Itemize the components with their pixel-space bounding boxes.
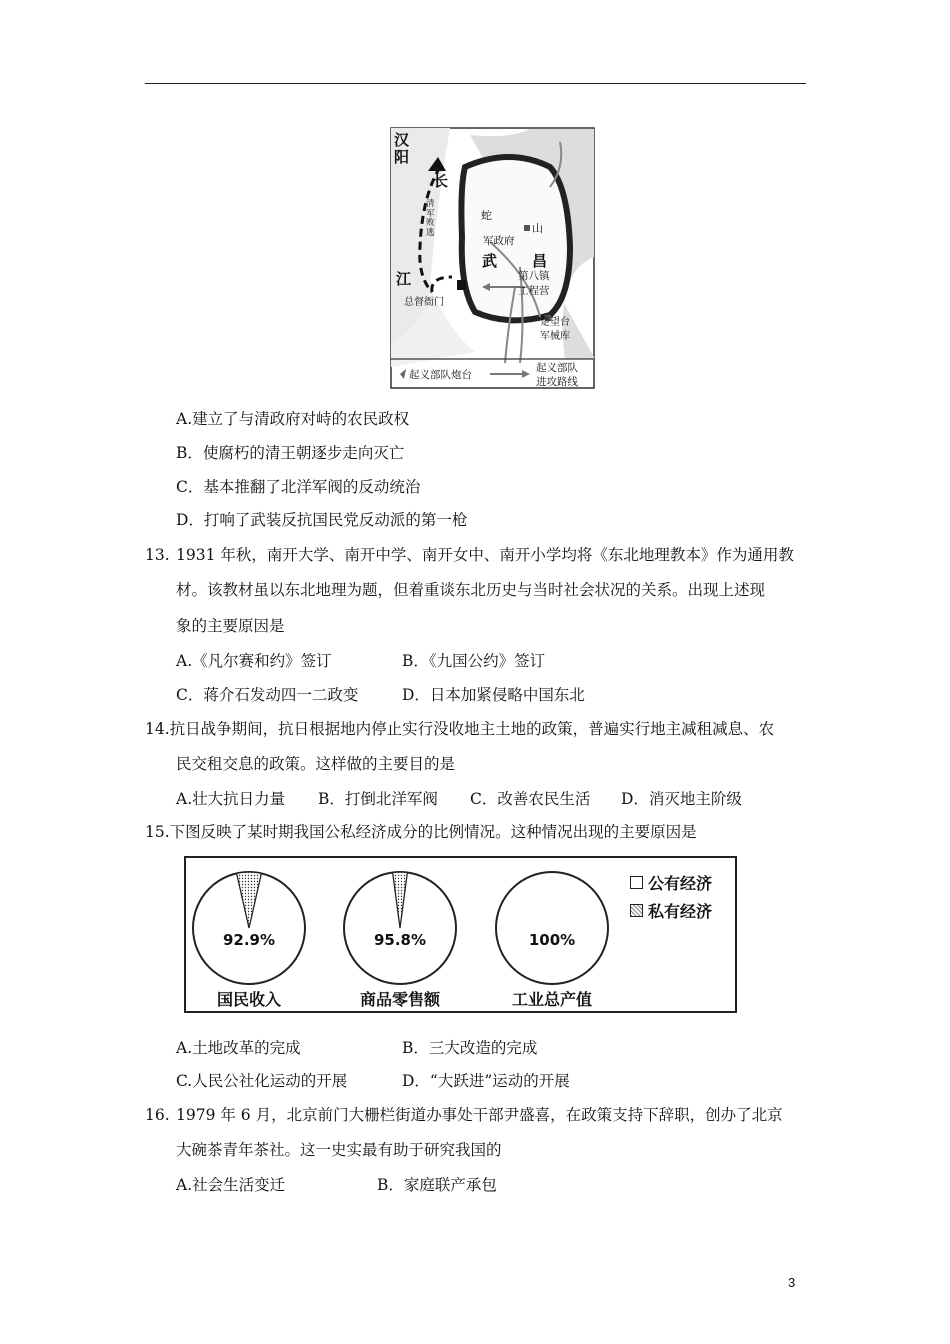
q15-option-c: C.人民公社化运动的开展 (176, 1072, 348, 1090)
legend-swatch-private (630, 904, 643, 917)
q14-option-c: C．改善农民生活 (470, 790, 591, 808)
q15-option-a: A.土地改革的完成 (176, 1039, 301, 1057)
q12-option-a: A.建立了与清政府对峙的农民政权 (176, 410, 410, 428)
map-legend-jingong-2: 进攻路线 (536, 376, 578, 388)
map-label-chang2: 昌 (532, 252, 548, 270)
q16-line-1: 1979 年 6 月，北京前门大栅栏街道办事处干部尹盛喜，在政策支持下辞职，创办了北京 (176, 1106, 783, 1124)
map-label-zongdu: 总督衙门 (404, 297, 444, 308)
q14-option-b: B．打倒北洋军阀 (318, 790, 438, 808)
map-label-shan: 山 (532, 222, 543, 235)
q15-option-d: D．“大跃进”运动的开展 (402, 1072, 570, 1090)
q16-line-2: 大碗茶青年茶社。这一史实最有助于研究我国的 (176, 1141, 502, 1159)
pie-category-0: 国民收入 (216, 990, 281, 1009)
q16-option-b: B．家庭联产承包 (377, 1176, 497, 1194)
q13-number: 13. (145, 546, 170, 564)
map-label-junzhengfu: 军政府 (483, 235, 515, 247)
map-label-she: 蛇 (481, 209, 492, 222)
map-label-wu: 武 (482, 252, 498, 270)
q14-option-d: D．消灭地主阶级 (621, 790, 742, 808)
map-label-hanyang: 汉阳 (394, 131, 410, 166)
q16-option-a: A.社会生活变迁 (176, 1176, 286, 1194)
legend-label-private: 私有经济 (648, 902, 713, 921)
legend-label-public: 公有经济 (648, 874, 713, 893)
q14-line-2: 民交租交息的政策。这样做的主要目的是 (176, 755, 456, 773)
map-label-diba: 第八镇 (518, 270, 550, 282)
map-legend-jingong-1: 起义部队 (536, 362, 578, 374)
pie-center-value-0: 92.9% (222, 931, 276, 949)
header-rule (145, 83, 806, 84)
q12-option-b: B．使腐朽的清王朝逐步走向灭亡 (176, 444, 405, 462)
q12-option-d: D．打响了武装反抗国民党反动派的第一枪 (176, 511, 468, 529)
map-label-chang: 长 (433, 172, 449, 190)
q14-option-a: A.壮大抗日力量 (176, 790, 286, 808)
q12-option-c: C．基本推翻了北洋军阀的反动统治 (176, 478, 421, 496)
pie-category-2: 工业总产值 (511, 990, 592, 1009)
q15-line-1: 15.下图反映了某时期我国公私经济成分的比例情况。这种情况出现的主要原因是 (145, 823, 697, 841)
q13-option-a: A.《凡尔赛和约》签订 (176, 652, 332, 670)
q13-line-3: 象的主要原因是 (176, 617, 285, 635)
map-label-qingjun: 清军败逃 (426, 199, 435, 238)
q14-line-1: 14.抗日战争期间，抗日根据地内停止实行没收地主土地的政策，普遍实行地主减租减息、农 (145, 720, 775, 738)
q15-option-b: B．三大改造的完成 (402, 1039, 538, 1057)
page-number: 3 (788, 1275, 796, 1290)
q16-number: 16. (145, 1106, 170, 1124)
map-label-chuwang: 楚望台 (540, 317, 570, 328)
q13-option-c: C．蒋介石发动四一二政变 (176, 686, 359, 704)
map-label-junxie: 军械库 (540, 331, 570, 342)
q13-line-2: 材。该教材虽以东北地理为题，但着重谈东北历史与当时社会状况的关系。出现上述现 (176, 581, 766, 599)
pie-category-1: 商品零售额 (359, 990, 440, 1009)
map-legend-paotai: 起义部队炮台 (409, 369, 472, 381)
pie-center-value-2: 100% (528, 931, 576, 949)
pie-center-value-1: 95.8% (373, 931, 427, 949)
q13-line-1: 1931 年秋，南开大学、南开中学、南开女中、南开小学均将《东北地理教本》作为通用教 (176, 546, 794, 564)
pie-2-public-slice (496, 872, 608, 984)
map-label-gongcheng: 工程营 (518, 285, 550, 297)
q15-pie-charts (184, 856, 737, 1013)
legend-swatch-public (630, 876, 643, 889)
q13-option-b: B．《九国公约》签订 (402, 652, 546, 670)
q13-option-d: D．日本加紧侵略中国东北 (402, 686, 585, 704)
map-label-jiang: 江 (396, 270, 412, 288)
